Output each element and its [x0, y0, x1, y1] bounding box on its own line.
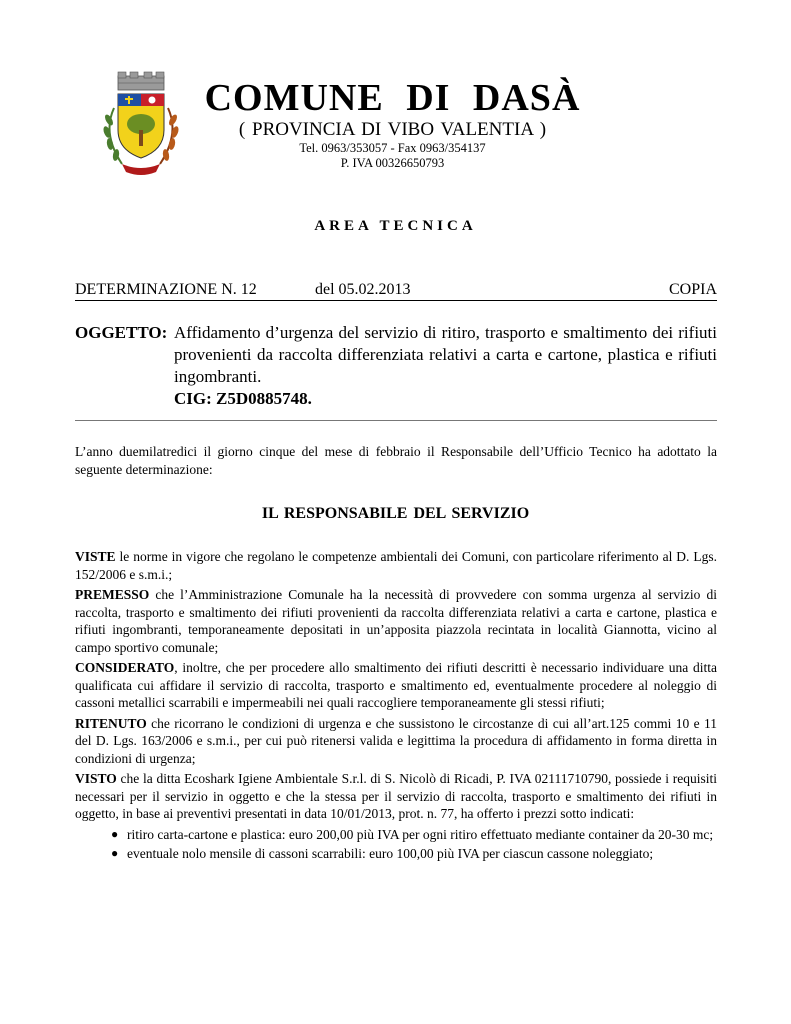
- paragraph-text: , inoltre, che per procedere allo smaltimento dei rifiuti descritti è necessario individuare una ditta qualificata cui affidare il servizio di raccolta, trasporto e smaltimento ed, eventualmente procedere al noleggio di cassoni metallici scarrabili e impermeabili nei quali raccogliere temporaneamente gli stessi rifiuti;: [75, 660, 717, 710]
- paragraph-text: che l’Amministrazione Comunale ha la necessità di provvedere con somma urgenza al servizio di raccolta, trasporto e smaltimento dei rifiuti provenienti da raccolta differenziata relativi a carta e cartone, plastica e rifiuti ingombranti, temporaneamente depositati in un’apposita piazzola recintata in località Giannotta, vicino al campo sportivo comunale;: [75, 587, 717, 655]
- section-heading: IL RESPONSABILE DEL SERVIZIO: [261, 505, 530, 522]
- paragraph-considerato: [75, 659, 717, 712]
- list-item: [75, 826, 717, 844]
- paragraph-text: che la ditta Ecoshark Igiene Ambientale S.r.l. di S. Nicolò di Ricadi, P. IVA 02111710790, possiede i requisiti necessari per il servizio in oggetto e che la stessa per il servizio di raccolta, trasporto e smaltimento dei rifiuti in oggetto, in base ai preventivi presentati in data 10/01/2013, prot. n. 77, ha offerto i prezzi sotto indicati:: [75, 771, 717, 821]
- crown-icon: [118, 72, 164, 90]
- list-item: [75, 845, 717, 863]
- paragraph-text: le norme in vigore che regolano le competenze ambientali dei Comuni, con particolare riferimento al D. Lgs. 152/2006 e s.m.i.;: [75, 549, 717, 582]
- determinazione-number: DETERMINAZIONE N. 12: [75, 281, 257, 298]
- intro-paragraph: L’anno duemilatredici il giorno cinque del mese di febbraio il Responsabile dell’Ufficio Tecnico ha adottato la seguente determinazione:: [75, 444, 717, 477]
- paragraph-lead: PREMESSO: [75, 587, 150, 602]
- page-title: COMUNE DI DASÀ: [204, 77, 581, 119]
- copy-label: COPIA: [668, 281, 717, 298]
- body-text: [75, 548, 717, 865]
- paragraph-premesso: [75, 586, 717, 656]
- cig-code: CIG: Z5D0885748.: [174, 389, 312, 408]
- list-item-text: ritiro carta-cartone e plastica: euro 200,00 più IVA per ogni ritiro effettuato mediante container da 20-30 mc;: [127, 826, 714, 842]
- paragraph-text: che ricorrano le condizioni di urgenza e che sussistono le circostanze di cui all’art.125 commi 10 e 11 del D. Lgs. 163/2006 e s.m.i., per cui può ritenersi valida e legittima la procedura di affidamento in forma diretta in condizioni di urgenza;: [75, 715, 717, 766]
- paragraph-lead: VISTO: [75, 771, 117, 786]
- determinazione-row: [75, 280, 717, 301]
- contact-info: [195, 141, 590, 171]
- oggetto-text: [174, 322, 717, 410]
- oggetto-label: OGGETTO:: [75, 323, 168, 342]
- province-subtitle: ( PROVINCIA DI VIBO VALENTIA ): [238, 119, 547, 140]
- bullet-icon: ●: [111, 826, 119, 841]
- paragraph-visto: [75, 770, 717, 823]
- list-item-text: eventuale nolo mensile di cassoni scarrabili: euro 100,00 più IVA per ciascun cassone noleggiato;: [127, 846, 654, 861]
- paragraph-ritenuto: [75, 715, 717, 768]
- oggetto-description: Affidamento d’urgenza del servizio di ritiro, trasporto e smaltimento dei rifiuti provenienti da raccolta differenziata relativi a carta e cartone, plastica e rifiuti ingombranti.: [174, 323, 717, 386]
- bullet-icon: ●: [111, 846, 119, 860]
- municipal-coat-of-arms-icon: [92, 68, 190, 180]
- determinazione-date: del 05.02.2013: [315, 281, 411, 298]
- price-list: [75, 826, 717, 863]
- paragraph-lead: VISTE: [75, 549, 116, 564]
- phone-fax: Tel. 0963/353057 - Fax 0963/354137: [299, 141, 486, 155]
- divider: [75, 420, 717, 421]
- paragraph-lead: CONSIDERATO: [75, 660, 175, 675]
- vat-number: P. IVA 00326650793: [340, 156, 445, 170]
- area-heading: AREA TECNICA: [314, 218, 477, 234]
- paragraph-viste: [75, 548, 717, 583]
- paragraph-lead: RITENUTO: [75, 715, 147, 731]
